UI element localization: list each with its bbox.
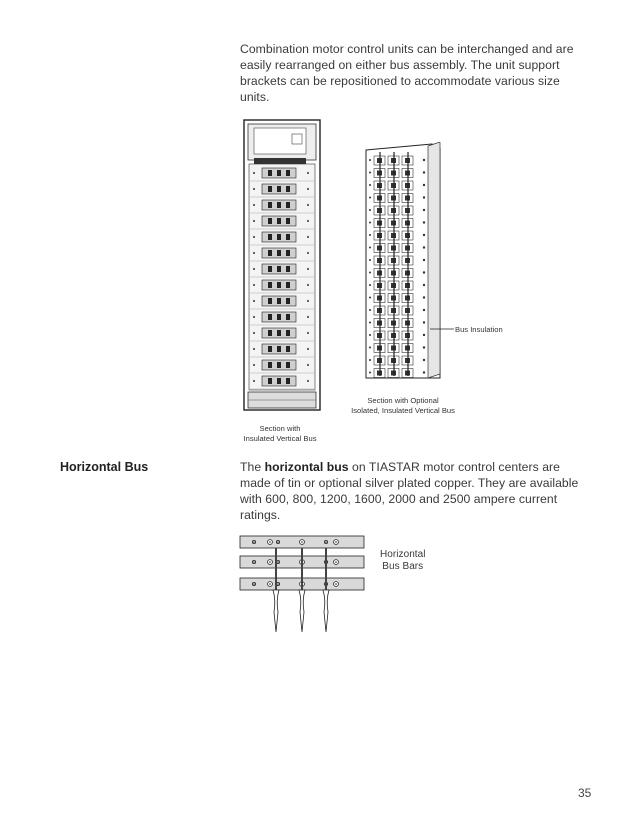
bus-insulation-callout: Bus Insulation bbox=[455, 325, 503, 334]
horizontal-bus-bars-drawing bbox=[236, 530, 368, 638]
horizontal-bus-term: horizontal bus bbox=[264, 460, 349, 474]
caption-left-line1: Section with bbox=[259, 424, 301, 433]
bus-bars-label-line2: Bus Bars bbox=[382, 561, 424, 572]
horizontal-bus-heading: Horizontal Bus bbox=[60, 460, 149, 474]
horizontal-bus-paragraph bbox=[240, 459, 585, 523]
figure-caption-right bbox=[340, 396, 466, 416]
intro-paragraph: Combination motor control units can be interchanged and are easily rearranged on either bus assembly. The unit support brackets can be repositioned to accommodate various size units. bbox=[240, 42, 574, 104]
mcc-section-insulated-bus-drawing bbox=[240, 118, 324, 414]
caption-left-line2: Insulated Vertical Bus bbox=[243, 434, 317, 443]
horizontal-bus-text-post: on TIASTAR motor control centers are made of tin or optional silver plated copper. They are available with 600, 800, 1200, 1600, 2000 and 2500 ampere current ratings. bbox=[240, 460, 579, 522]
horizontal-bus-bars-label bbox=[380, 549, 426, 573]
page-number: 35 bbox=[578, 786, 592, 800]
caption-right-line2: Isolated, Insulated Vertical Bus bbox=[351, 406, 455, 415]
horizontal-bus-text-pre: The bbox=[240, 460, 265, 474]
bus-bars-label-line1: Horizontal bbox=[380, 549, 426, 560]
figure-caption-left bbox=[228, 424, 332, 444]
mcc-section-isolated-bus-drawing bbox=[362, 142, 446, 382]
bus-insulation-leader-line bbox=[430, 324, 456, 334]
caption-right-line1: Section with Optional bbox=[367, 396, 439, 405]
